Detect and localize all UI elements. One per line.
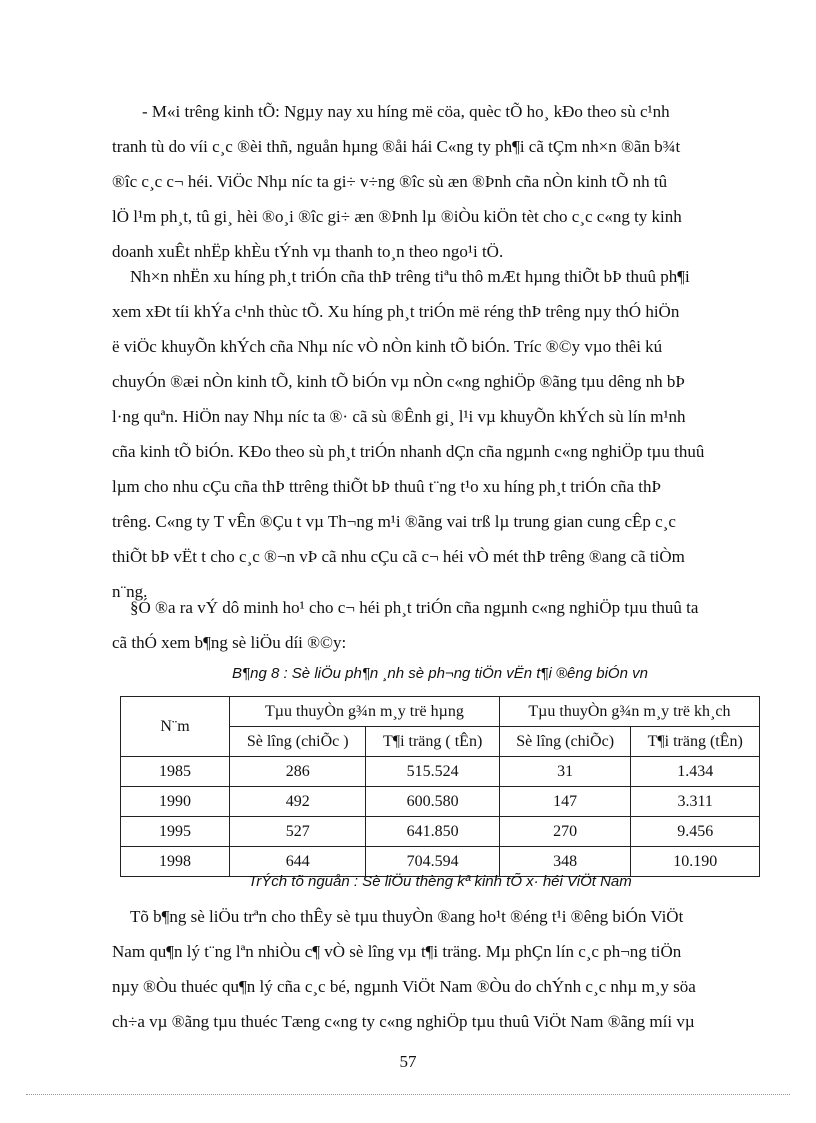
text-line: §Ó ®a ra vÝ dô minh ho¹ cho c¬ héi ph¸t triÓn cña ngµnh c«ng nghiÖp tµu thuû ta	[130, 598, 699, 617]
text-line: l·ng quªn. HiÖn nay Nhµ níc ta ®· cã sù ®Ênh gi¸ l¹i vµ khuyÕn khÝch sù lín m¹nh	[112, 407, 686, 426]
page-bottom-rule	[26, 1094, 790, 1095]
text-line: Tõ b¶ng sè liÖu trªn cho thÊy sè tµu thuyÒn ®ang ho¹t ®éng t¹i ®êng biÓn ViÖt	[130, 907, 684, 926]
paragraph-table-analysis	[112, 899, 768, 1039]
table-source-note: TrÝch tõ nguån : Sè liÖu thèng kª kinh tÕ x· héi ViÖt Nam	[248, 873, 632, 890]
table-row	[121, 787, 760, 817]
table-row	[121, 817, 760, 847]
table-cell: 348	[499, 847, 631, 877]
table-cell: 1.434	[631, 757, 760, 787]
text-line: ë viÖc khuyÕn khÝch cña Nhµ níc vÒ nÒn kinh tÕ biÓn. Tríc ®©y vµo thêi kú	[112, 337, 663, 356]
table-cell: 1998	[121, 847, 230, 877]
text-line: Nam qu¶n lý t¨ng lªn nhiÒu c¶ vÒ sè lîng vµ t¶i träng. Mµ phÇn lín c¸c ph¬ng tiÖn	[112, 942, 682, 961]
text-line: - M«i trêng kinh tÕ: Ngµy nay xu híng më cöa, quèc tÕ ho¸ kÐo theo sù c¹nh	[142, 102, 670, 121]
vessel-statistics-table	[120, 696, 760, 877]
table-cell: 286	[230, 757, 366, 787]
text-line: lÖ l¹m ph¸t, tû gi¸ hèi ®o¸i ®îc gi÷ æn ®Þnh lµ ®iÒu kiÖn tèt cho c¸c c«ng ty kinh	[112, 207, 682, 226]
passenger-vessel-header: Tµu thuyÒn g¾n m¸y trë kh¸ch	[499, 697, 759, 727]
paragraph-business-environment	[112, 94, 768, 269]
text-line: trêng. C«ng ty T vÊn ®Çu t vµ Th¬ng m¹i ®ãng vai trß lµ trung gian cung cÊp c¸c	[112, 512, 676, 531]
table-cell: 644	[230, 847, 366, 877]
table-cell: 3.311	[631, 787, 760, 817]
cargo-vessel-header: Tµu thuyÒn g¾n m¸y trë hµng	[230, 697, 500, 727]
text-line: cña kinh tÕ biÓn. KÐo theo sù ph¸t triÓn nhanh dÇn cña ngµnh c«ng nghiÖp tµu thuû	[112, 442, 705, 461]
text-line: ch÷a vµ ®ãng tµu thuéc Tæng c«ng ty c«ng nghiÖp tµu thuû ViÖt Nam ®ãng míi vµ	[112, 1012, 695, 1031]
table-header-row	[121, 697, 760, 727]
paragraph-market-trend	[112, 259, 768, 609]
text-line: n¨ng.	[112, 582, 148, 601]
text-line: chuyÓn ®æi nÒn kinh tÕ, kinh tÕ biÓn vµ nÒn c«ng nghiÖp ®ãng tµu dêng nh bÞ	[112, 372, 685, 391]
text-line: nµy ®Òu thuéc qu¶n lý cña c¸c bé, ngµnh ViÖt Nam ®Òu do chÝnh c¸c nhµ m¸y söa	[112, 977, 696, 996]
passenger-tonnage-header: T¶i träng (tÊn)	[631, 727, 760, 757]
table-cell: 1995	[121, 817, 230, 847]
table-row	[121, 757, 760, 787]
table-cell: 492	[230, 787, 366, 817]
text-line: Nh×n nhËn xu híng ph¸t triÓn cña thÞ trêng tiªu thô mÆt hµng thiÕt bÞ thuû ph¶i	[130, 267, 690, 286]
table-cell: 147	[499, 787, 631, 817]
cargo-quantity-header: Sè lîng (chiÕc )	[230, 727, 366, 757]
table-cell: 704.594	[366, 847, 499, 877]
table-cell: 600.580	[366, 787, 499, 817]
text-line: lµm cho nhu cÇu cña thÞ ttrêng thiÕt bÞ thuû t¨ng t¹o xu híng ph¸t triÓn cña thÞ	[112, 477, 661, 496]
text-line: xem xÐt tíi khÝa c¹nh thùc tÕ. Xu híng ph¸t triÓn më réng thÞ trêng nµy thÓ hiÖn	[112, 302, 680, 321]
page-number: 57	[399, 1052, 417, 1071]
table-cell: 1990	[121, 787, 230, 817]
table-cell: 10.190	[631, 847, 760, 877]
text-line: ®îc c¸c c¬ héi. ViÖc Nhµ níc ta gi÷ v÷ng ®îc sù æn ®Þnh cña nÒn kinh tÕ nh tû	[112, 172, 668, 191]
table-cell: 1985	[121, 757, 230, 787]
year-header: N¨m	[121, 697, 230, 757]
text-line: tranh tù do víi c¸c ®èi thñ, nguån hµng ®åi hái C«ng ty ph¶i cã tÇm nh×n ®ãn b¾t	[112, 137, 681, 156]
text-line: doanh xuÊt nhËp khÈu tÝnh vµ thanh to¸n theo ngo¹i tÖ.	[112, 242, 504, 261]
table-caption: B¶ng 8 : Sè liÖu ph¶n ¸nh sè ph¬ng tiÖn vËn t¶i ®êng biÓn vn	[232, 665, 648, 682]
table-cell: 527	[230, 817, 366, 847]
cargo-tonnage-header: T¶i träng ( tÊn)	[366, 727, 499, 757]
passenger-quantity-header: Sè lîng (chiÕc)	[499, 727, 631, 757]
paragraph-example-intro	[112, 590, 768, 660]
table-cell: 9.456	[631, 817, 760, 847]
text-line: cã thÓ xem b¶ng sè liÖu díi ®©y:	[112, 633, 347, 652]
table-cell: 515.524	[366, 757, 499, 787]
table-cell: 270	[499, 817, 631, 847]
text-line: thiÕt bÞ vËt t cho c¸c ®¬n vÞ cã nhu cÇu cã c¬ héi vÒ mét thÞ trêng ®ang cã tiÒm	[112, 547, 685, 566]
table-cell: 641.850	[366, 817, 499, 847]
table-cell: 31	[499, 757, 631, 787]
table-row	[121, 847, 760, 877]
